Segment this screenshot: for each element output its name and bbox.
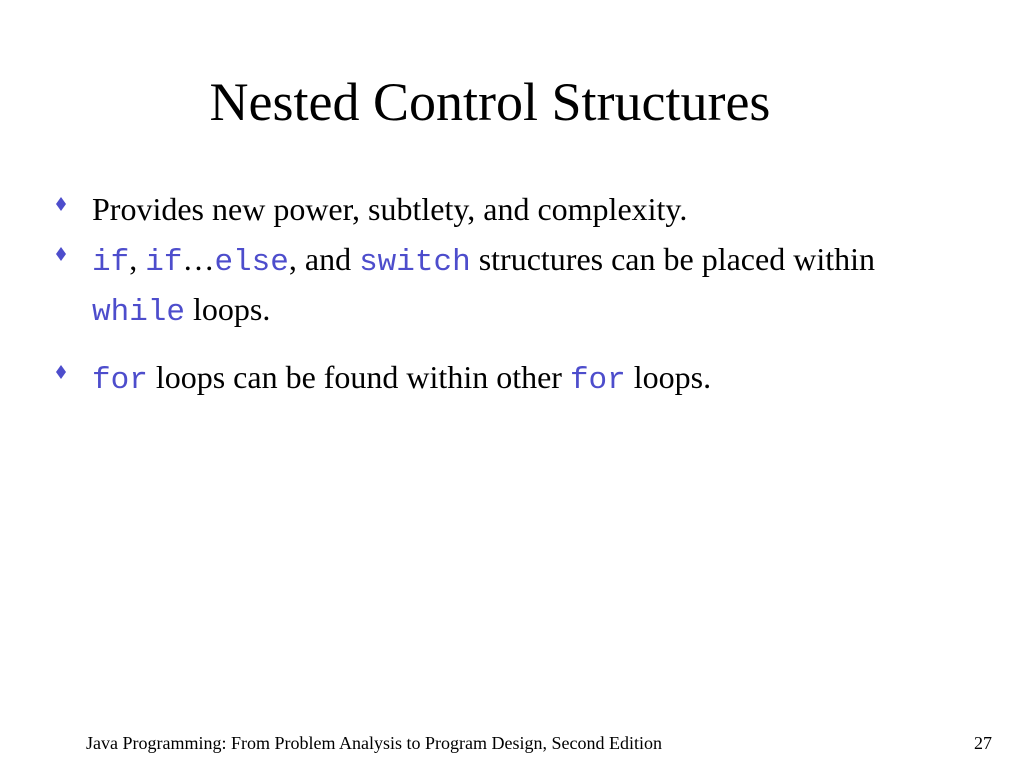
bullet-text: loops. [185, 291, 271, 327]
bullet-text: loops can be found within other [147, 359, 570, 395]
bullet-text: , [129, 241, 146, 277]
bullet-text: , and [288, 241, 360, 277]
code-keyword-while: while [92, 295, 186, 330]
bullet-text: … [182, 241, 215, 277]
bullet-item [56, 354, 936, 404]
bullet-text: structures can be placed within [470, 241, 875, 277]
bullet-text: Provides new power, subtlety, and complexity. [92, 191, 688, 227]
diamond-bullet-icon [56, 247, 66, 261]
code-keyword-for: for [569, 363, 626, 398]
code-keyword-if: if [92, 245, 130, 280]
slide-title: Nested Control Structures [209, 72, 771, 132]
page-number: 27 [974, 733, 992, 753]
code-keyword-switch: switch [359, 245, 471, 280]
code-keyword-for: for [92, 363, 148, 398]
bullet-text: loops. [625, 359, 712, 395]
diamond-bullet-icon [56, 365, 66, 379]
footer-citation: Java Programming: From Problem Analysis to Program Design, Second Edition [86, 733, 662, 753]
diamond-bullet-icon [56, 197, 66, 211]
code-keyword-else: else [214, 245, 289, 280]
code-keyword-if: if [145, 245, 183, 280]
bullet-item [56, 236, 936, 336]
bullet-list [56, 186, 936, 412]
bullet-item [56, 186, 936, 232]
